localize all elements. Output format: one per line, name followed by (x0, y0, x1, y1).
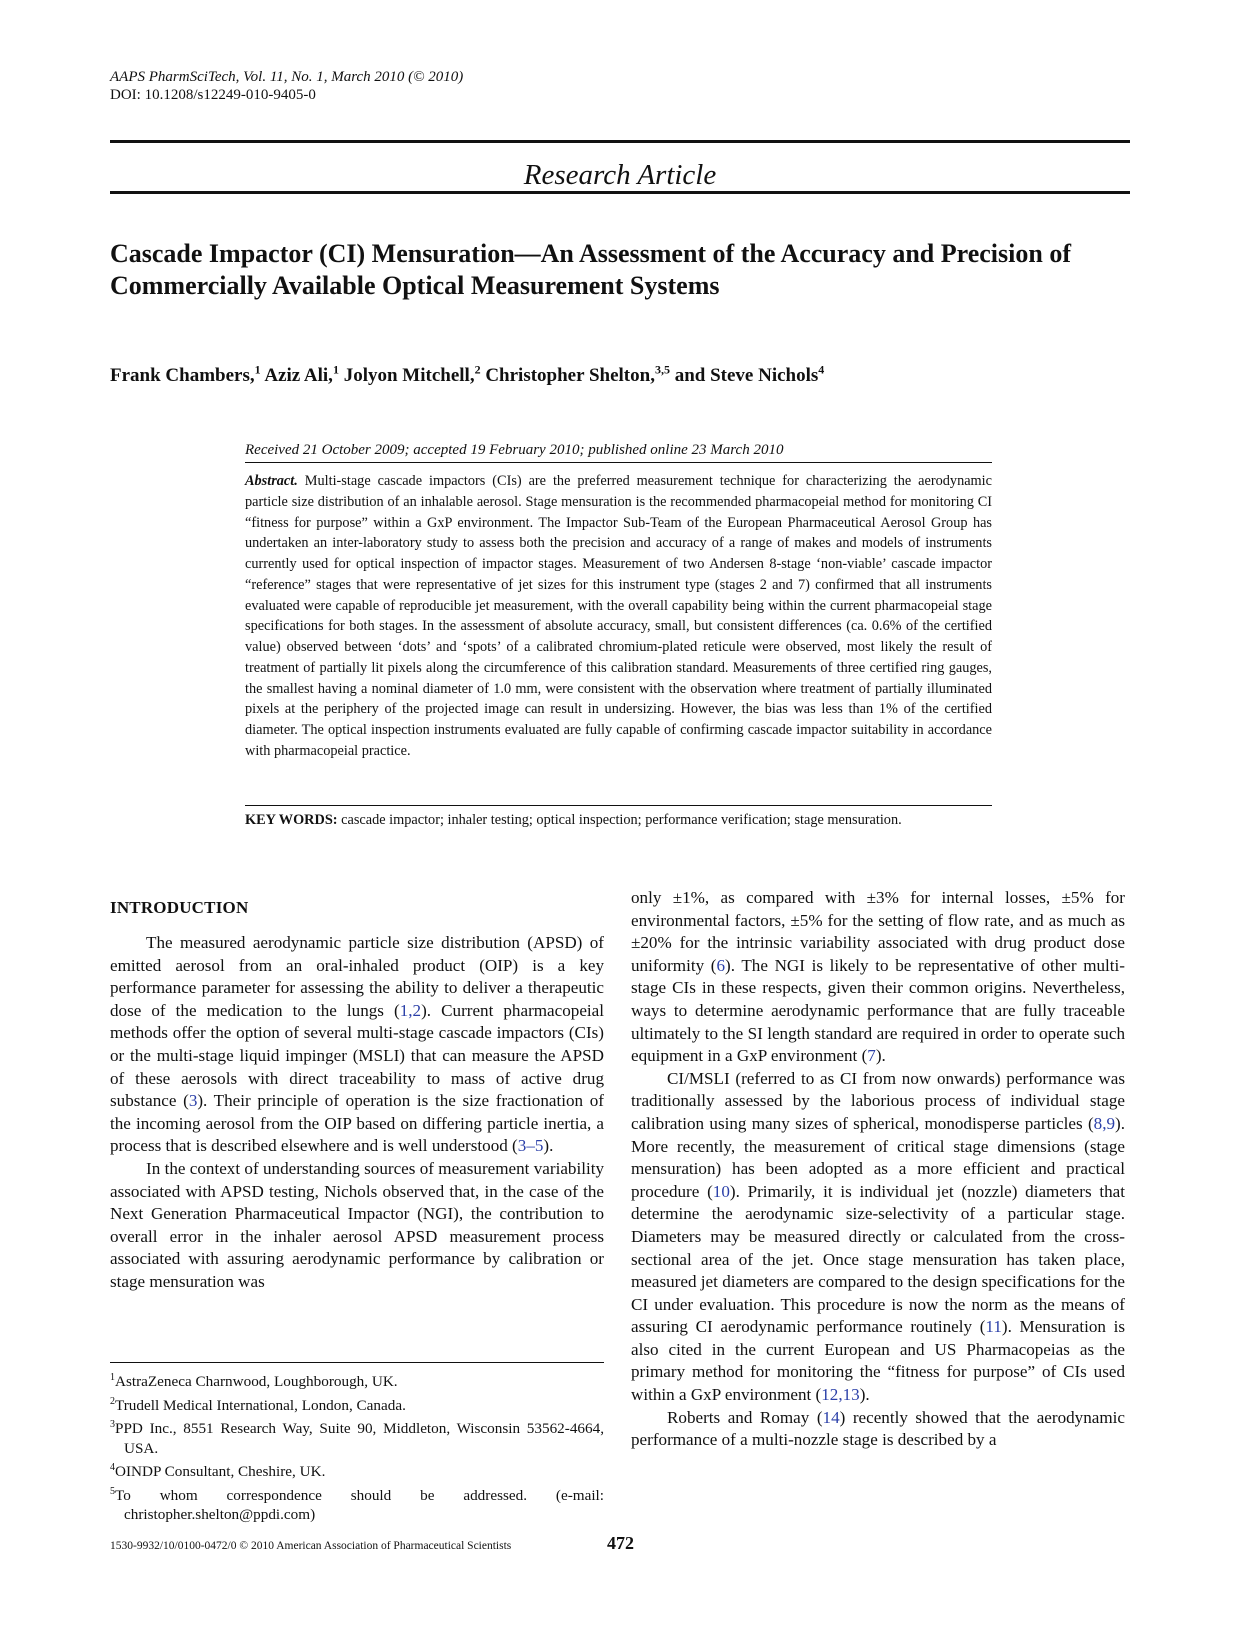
keywords-text: cascade impactor; inhaler testing; optical inspection; performance verification; stage mensuration. (341, 812, 902, 828)
author-name: Aziz Ali, (264, 365, 333, 386)
citation-link[interactable]: 10 (712, 1181, 730, 1201)
doi: DOI: 10.1208/s12249-010-9405-0 (110, 87, 316, 103)
citation-link[interactable]: 7 (867, 1046, 876, 1066)
journal-citation: AAPS PharmSciTech, Vol. 11, No. 1, March 2010 (© 2010) (110, 69, 464, 85)
abstract-rule-top (245, 462, 992, 463)
citation-link[interactable]: 6 (716, 955, 726, 975)
page-number: 472 (607, 1533, 634, 1553)
section-heading-introduction: INTRODUCTION (110, 898, 249, 917)
citation-link[interactable]: 11 (985, 1317, 1002, 1337)
header-rule-bottom (110, 191, 1130, 194)
author-name: and Steve Nichols (674, 365, 819, 386)
footnote-text: AstraZeneca Charnwood, Loughborough, UK. (115, 1373, 398, 1391)
paper-title: Cascade Impactor (CI) Mensuration—An Assessment of the Accuracy and Precision of Commercially Available Optical Measurement Systems (110, 239, 1071, 300)
article-type-text: Research Article (523, 159, 717, 191)
footnote-marker: 3 (110, 1419, 115, 1431)
author-affiliation-marker: 2 (474, 362, 481, 377)
footnotes (110, 1368, 604, 1525)
author-name: Frank Chambers, (110, 365, 255, 386)
footnote-marker: 2 (110, 1395, 115, 1407)
abstract-text: Multi-stage cascade impactors (CIs) are the preferred measurement technique for characterizing the aerodynamic particle size distribution of an inhalable aerosol. Stage mensuration is the recommended pharmacopeial method for monitoring CI “fitness for purpose” within a GxP environment. The Impactor Sub-Team of the European Pharmaceutical Aerosol Group has undertaken an inter-laboratory study to assess both the precision and accuracy of a range of makes and models of instruments currently used for optical inspection of impactor stages. Measurement of two Andersen 8-stage ‘non-viable’ cascade impactor “reference” stages that were representative of jet sizes for this instrument type (stages 2 and 7) confirmed that all instruments evaluated were capable of reproducible jet measurement, with the overall capability being within the current pharmacopeial stage specifications for both stages. In the assessment of absolute accuracy, small, but consistent differences (ca. 0.6% of the certified value) observed between ‘dots’ and ‘spots’ of a calibrated chromium-plated reticule were observed, most likely the result of treatment of partially lit pixels along the circumference of this calibration standard. Measurements of three certified ring gauges, the smallest having a nominal diameter of 1.0 mm, were consistent with the observation where treatment of partially illuminated pixels at the periphery of the projected image can result in undersizing. However, the bias was less than 1% of the certified diameter. The optical inspection instruments evaluated are fully capable of confirming cascade impactor suitability in accordance with pharmacopeial practice. (245, 473, 992, 759)
footnote (110, 1415, 604, 1458)
paragraph: The measured aerodynamic particle size distribution (APSD) of emitted aerosol from an oral-inhaled product (OIP) is a key performance parameter for assessing the ability to deliver a therapeutic dose of the medication to the lungs (1,2). Current pharmacopeial methods offer the option of several multi-stage cascade impactors (CIs) or the multi-stage liquid impinger (MSLI) that can measure the APSD of these aerosols with direct traceability to mass of active drug substance (3). Their principle of operation is the size fractionation of the incoming aerosol from the OIP based on differing particle inertia, a process that is described elsewhere and is well understood (3–5). (110, 933, 604, 1156)
keywords-label: KEY WORDS: (245, 812, 338, 828)
paragraph: In the context of understanding sources of measurement variability associated with APSD testing, Nichols observed that, in the case of the Next Generation Pharmaceutical Impactor (NGI), the contribution to overall error in the inhaler aerosol APSD measurement process associated with assuring aerodynamic performance by calibration or stage mensuration was (110, 1158, 604, 1291)
abstract (245, 471, 992, 762)
paragraph: only ±1%, as compared with ±3% for internal losses, ±5% for environmental factors, ±5% for the setting of flow rate, and as much as ±20% for the intrinsic variability associated with drug product dose uniformity (6). The NGI is likely to be representative of other multi-stage CIs in these respects, given their common origins. Nevertheless, ways to determine aerodynamic performance that are fully traceable ultimately to the SI length standard are required in order to operate such equipment in a GxP environment (7). (631, 888, 1125, 1066)
footnote (110, 1392, 604, 1416)
citation-link[interactable]: 12,13 (821, 1385, 860, 1405)
author-affiliation-marker: 3,5 (654, 362, 670, 377)
intro-right-column (631, 887, 1125, 1452)
article-type (110, 158, 1130, 192)
citation-link[interactable]: 3–5 (517, 1136, 544, 1156)
citation-link[interactable]: 3 (188, 1091, 198, 1111)
footnote (110, 1458, 604, 1482)
author-affiliation-marker: 1 (332, 362, 339, 377)
footnote-rule (110, 1362, 604, 1363)
citation-link[interactable]: 8,9 (1093, 1113, 1116, 1133)
author-list (110, 364, 1120, 388)
citation-link[interactable]: 1,2 (399, 1000, 422, 1020)
issn-copyright: 1530-9932/10/0100-0472/0 © 2010 American Association of Pharmaceutical Scientists (110, 1540, 512, 1552)
header-rule-top (110, 140, 1130, 143)
paragraph: Roberts and Romay (14) recently showed that the aerodynamic performance of a multi-nozzle stage is described by a (631, 1407, 1125, 1450)
author-name: Jolyon Mitchell, (343, 365, 475, 386)
footnote-text: PPD Inc., 8551 Research Way, Suite 90, Middleton, Wisconsin 53562-4664, USA. (115, 1420, 604, 1457)
author-affiliation-marker: 1 (254, 362, 261, 377)
footnote (110, 1482, 604, 1525)
intro-left-column (110, 932, 604, 1294)
footnote-marker: 1 (110, 1372, 115, 1383)
paragraph: CI/MSLI (referred to as CI from now onwards) performance was traditionally assessed by the laborious process of individual stage calibration using many sizes of spherical, monodisperse particles (8,9). More recently, the measurement of critical stage dimensions (stage mensuration) has been adopted as a more efficient and practical procedure (10). Primarily, it is individual jet (nozzle) diameters that determine the aerodynamic size-selectivity of a particular stage. Diameters may be measured directly or calculated from the cross-sectional area of the jet. Once stage mensuration has taken place, measured jet diameters are compared to the design specifications for the CI under evaluation. This procedure is now the norm as the means of assuring CI aerodynamic performance routinely (11). Mensuration is also cited in the current European and US Pharmacopeias as the primary method for monitoring the “fitness for purpose” of CIs used within a GxP environment (12,13). (631, 1068, 1125, 1405)
keywords (245, 811, 992, 830)
author-name: Christopher Shelton, (485, 365, 655, 386)
abstract-label: Abstract. (245, 473, 298, 489)
footnote-text: Trudell Medical International, London, Canada. (115, 1396, 406, 1414)
abstract-rule-bottom (245, 805, 992, 806)
footnote-marker: 4 (110, 1462, 115, 1474)
author-affiliation-marker: 4 (818, 362, 825, 377)
footnote-text: To whom correspondence should be addressed. (e-mail: christopher.shelton@ppdi.com) (115, 1486, 604, 1524)
footnote (110, 1368, 604, 1392)
footnote-marker: 5 (110, 1485, 115, 1497)
citation-link[interactable]: 14 (822, 1407, 840, 1427)
received-dates: Received 21 October 2009; accepted 19 February 2010; published online 23 March 2010 (245, 442, 784, 458)
footnote-text: OINDP Consultant, Cheshire, UK. (115, 1463, 326, 1481)
